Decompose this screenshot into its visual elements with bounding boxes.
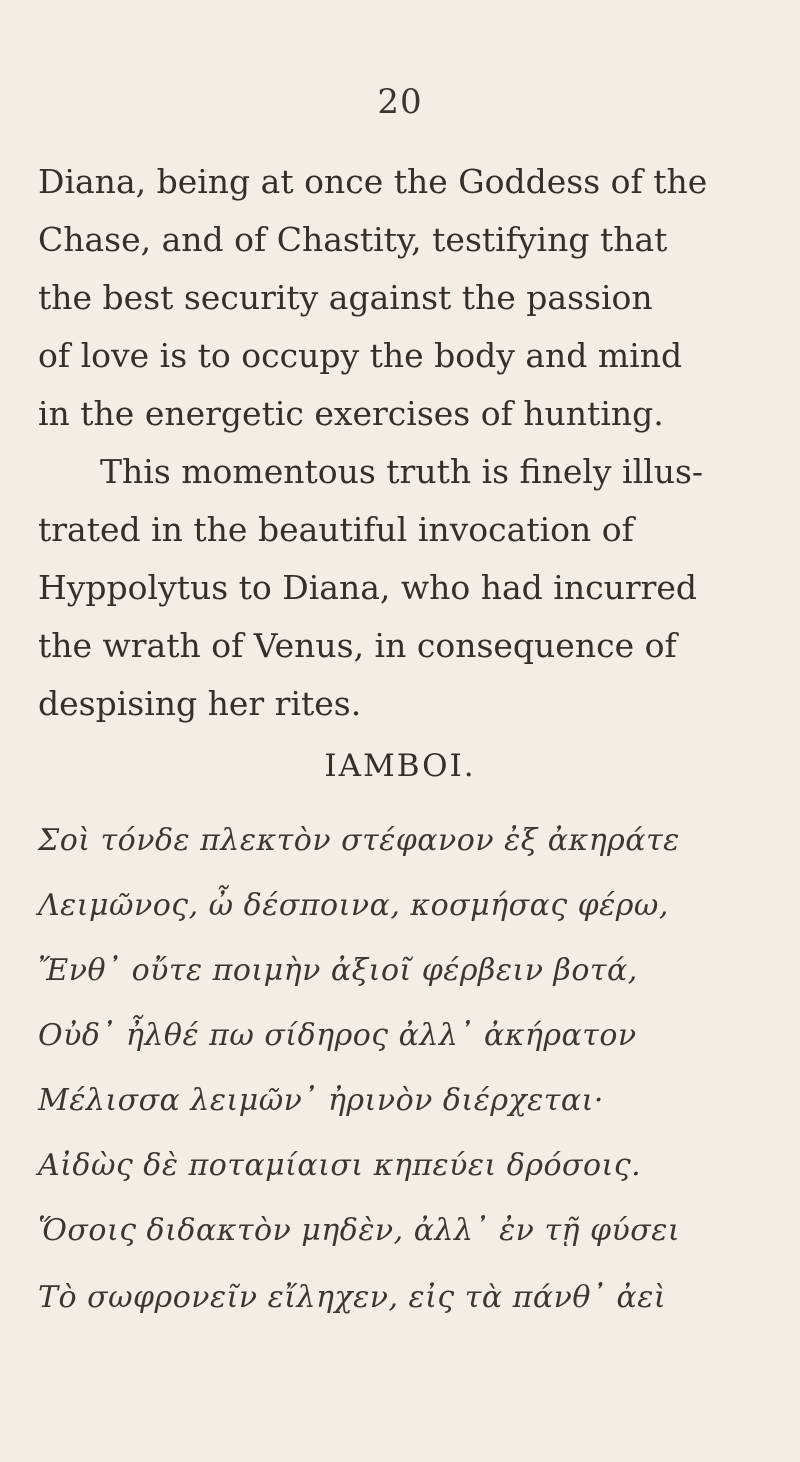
section-heading: IAMBOI. — [324, 748, 476, 784]
prose-line-9: the wrath of Venus, in consequence of — [38, 626, 677, 665]
prose-line-3: the best security against the passion — [38, 278, 653, 317]
verse-line-3: Ἔνθ᾽ οὔτε ποιμὴν ἀξιοῖ φέρβειν βοτά, — [38, 953, 638, 988]
verse-line-4: Οὐδ᾽ ἦλθέ πω σίδηρος ἀλλ᾽ ἀκήρατον — [38, 1018, 637, 1053]
page-number: 20 — [377, 82, 423, 122]
prose-line-8: Hyppolytus to Diana, who had incurred — [38, 568, 698, 607]
verse-line-2: Λειμῶνος, ὦ δέσποινα, κοσμήσας φέρω, — [38, 888, 669, 923]
verse-line-7: Ὅσοις διδακτὸν μηδὲν, ἀλλ᾽ ἐν τῇ φύσει — [38, 1213, 681, 1248]
prose-line-4: of love is to occupy the body and mind — [38, 336, 683, 375]
verse-line-5: Μέλισσα λειμῶν᾽ ἠρινὸν διέρχεται· — [38, 1083, 604, 1118]
prose-line-6: This momentous truth is finely illus- — [100, 452, 704, 491]
verse-line-6: Αἰδὼς δὲ ποταμίαισι κηπεύει δρόσοις. — [38, 1148, 642, 1183]
prose-line-1: Diana, being at once the Goddess of the — [38, 162, 708, 201]
verse-line-1: Σοὶ τόνδε πλεκτὸν στέφανον ἐξ ἀκηράτε — [38, 823, 680, 858]
verse-line-8: Τὸ σωφρονεῖν εἴληχεν, εἰς τὰ πάνθ᾽ ἀεὶ — [38, 1280, 667, 1315]
prose-line-2: Chase, and of Chastity, testifying that — [38, 220, 668, 259]
prose-line-5: in the energetic exercises of hunting. — [38, 394, 664, 433]
prose-line-7: trated in the beautiful invocation of — [38, 510, 634, 549]
prose-line-10: despising her rites. — [38, 684, 362, 723]
